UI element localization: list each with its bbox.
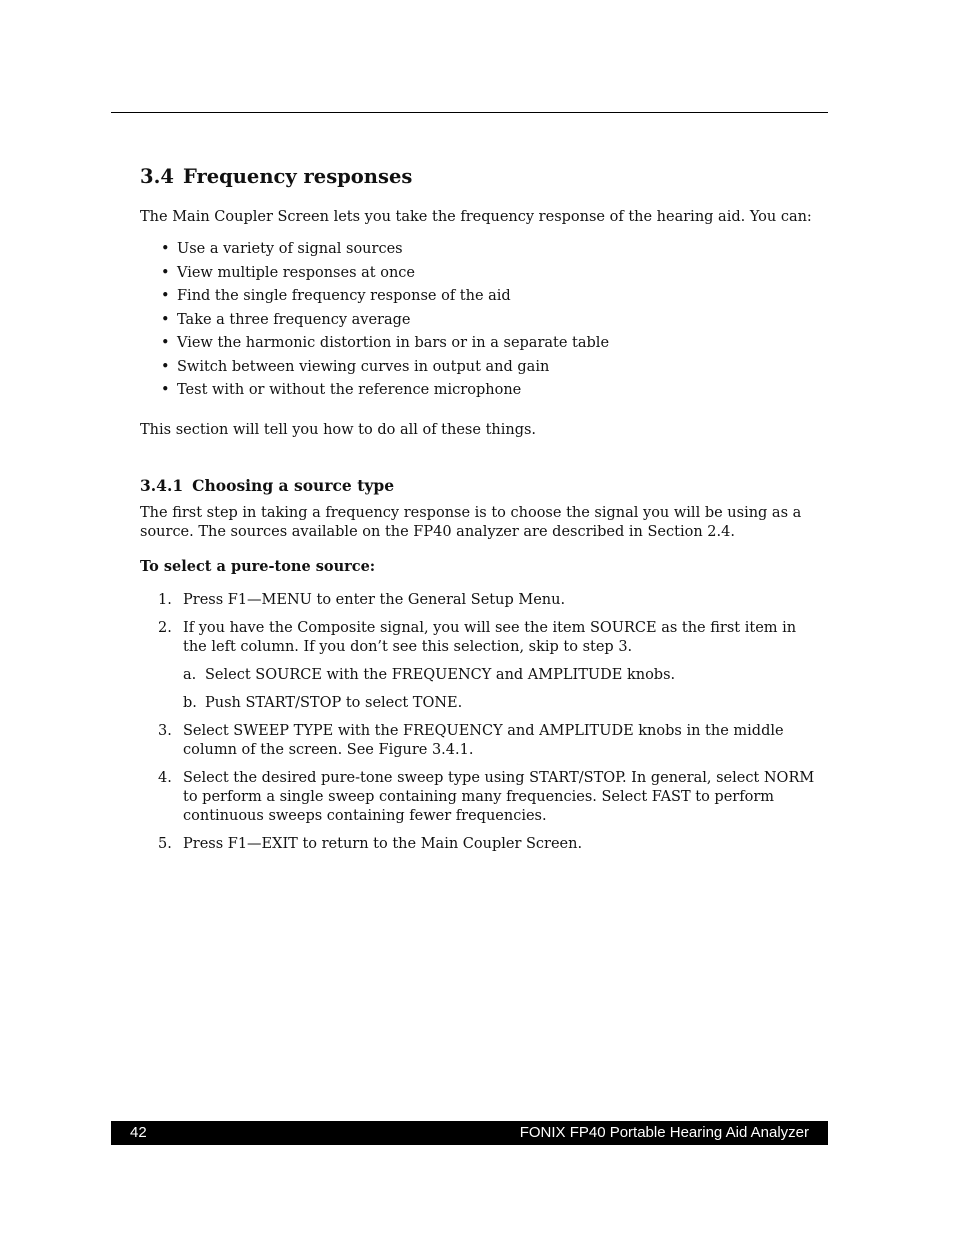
section-heading <box>140 164 824 190</box>
step-item <box>140 835 824 854</box>
list-item-text: Use a variety of signal sources <box>177 241 403 257</box>
subsection-title: Choosing a source type <box>192 475 395 495</box>
substep-item <box>183 694 824 713</box>
list-item <box>140 240 824 264</box>
substep-letter: a. <box>183 666 197 683</box>
step-item <box>140 591 824 610</box>
header-rule <box>111 112 828 113</box>
bullet-icon: • <box>161 241 170 257</box>
list-item-text: Find the single frequency response of the aid <box>177 288 511 304</box>
list-item <box>140 381 824 405</box>
step-number: 4. <box>158 769 172 786</box>
section-title: Frequency responses <box>182 165 413 188</box>
step-text: If you have the Composite signal, you will see the item SOURCE as the first item in the left column. If you don’t see this selection, skip to step 3. <box>183 619 797 655</box>
step-item <box>140 722 824 760</box>
list-item <box>140 264 824 288</box>
page-content <box>140 164 824 863</box>
step-number: 5. <box>158 835 172 852</box>
step-number: 2. <box>158 619 172 636</box>
list-item <box>140 358 824 382</box>
bullet-icon: • <box>161 358 170 375</box>
bullet-icon: • <box>161 311 170 328</box>
step-item <box>140 769 824 826</box>
step-text: Select SWEEP TYPE with the FREQUENCY and AMPLITUDE knobs in the middle column of the screen. See Figure 3.4.1. <box>183 722 784 758</box>
procedure-steps <box>140 591 824 854</box>
step-item <box>140 619 824 713</box>
step-text: Press F1—EXIT to return to the Main Coupler Screen. <box>183 835 583 852</box>
step-text: Press F1—MENU to enter the General Setup Menu. <box>183 591 566 608</box>
list-item-text: Take a three frequency average <box>177 311 411 328</box>
section-intro: The Main Coupler Screen lets you take the frequency response of the hearing aid. You can: <box>140 209 812 225</box>
list-item <box>140 334 824 358</box>
subsection-intro: The first step in taking a frequency response is to choose the signal you will be using as a source. The sources available on the FP40 analyzer are described in Section 2.4. <box>140 504 802 540</box>
step-number: 1. <box>158 591 172 608</box>
substep-text: Select SOURCE with the FREQUENCY and AMPLITUDE knobs. <box>205 666 676 683</box>
list-item-text: View the harmonic distortion in bars or in a separate table <box>177 335 610 351</box>
step-text: Select the desired pure-tone sweep type using START/STOP. In general, select NORM to perform a single sweep containing many frequencies. Select FAST to perform continuous sweeps containing fewer frequencies. <box>183 769 815 824</box>
footer-title: FONIX FP40 Portable Hearing Aid Analyzer <box>519 1124 809 1141</box>
page-footer <box>111 1121 828 1145</box>
feature-list <box>140 240 824 405</box>
step-number: 3. <box>158 722 172 739</box>
list-item <box>140 287 824 311</box>
list-item-text: Test with or without the reference microphone <box>177 382 522 398</box>
page-number: 42 <box>130 1124 147 1141</box>
substep-list <box>183 666 824 713</box>
bullet-icon: • <box>161 288 170 304</box>
list-item-text: View multiple responses at once <box>177 264 415 281</box>
bullet-icon: • <box>161 335 170 351</box>
list-item <box>140 311 824 335</box>
section-number: 3.4 <box>140 165 174 188</box>
subsection-heading <box>140 476 824 496</box>
substep-text: Push START/STOP to select TONE. <box>205 694 463 711</box>
procedure-title: To select a pure-tone source: <box>140 557 376 575</box>
subsection-number: 3.4.1 <box>140 475 184 495</box>
substep-letter: b. <box>183 694 197 711</box>
section-outro: This section will tell you how to do all of these things. <box>140 421 537 438</box>
list-item-text: Switch between viewing curves in output and gain <box>177 358 550 375</box>
bullet-icon: • <box>161 382 170 398</box>
substep-item <box>183 666 824 685</box>
bullet-icon: • <box>161 264 170 281</box>
